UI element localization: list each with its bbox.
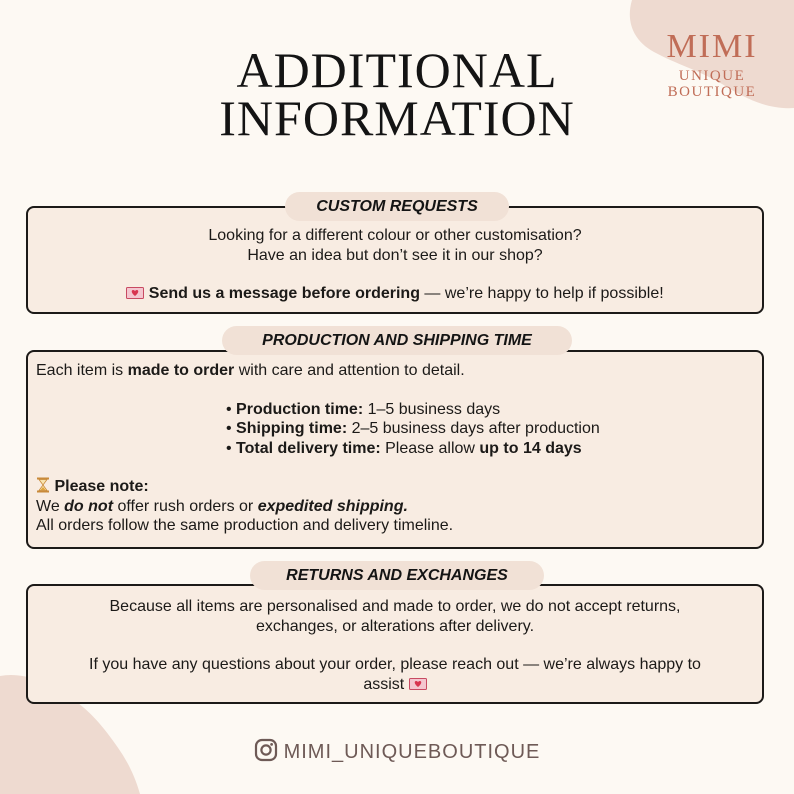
returns-line1: Because all items are personalised and made to order, we do not accept returns, bbox=[109, 598, 681, 615]
production-bullet-list bbox=[36, 400, 762, 459]
page-title-line1: ADDITIONAL bbox=[236, 42, 558, 98]
returns-exchanges-heading: RETURNS AND EXCHANGES bbox=[250, 561, 544, 590]
love-letter-icon bbox=[409, 678, 427, 690]
please-note-heading bbox=[36, 477, 762, 497]
please-note-label: Please note: bbox=[54, 478, 149, 495]
hourglass-icon bbox=[36, 477, 50, 493]
production-intro-pre: Each item is bbox=[36, 362, 128, 379]
brand-logo-line2: UNIQUE bbox=[678, 68, 746, 84]
production-shipping-card bbox=[26, 350, 764, 549]
brand-logo-line3: BOUTIQUE bbox=[667, 84, 757, 100]
brand-logo-line1: MIMI bbox=[666, 28, 758, 65]
custom-requests-cta-rest: — we’re happy to help if possible! bbox=[419, 285, 664, 302]
production-intro-bold: made to order bbox=[127, 362, 235, 379]
note-mid: offer rush orders or bbox=[113, 497, 258, 515]
custom-requests-heading: CUSTOM REQUESTS bbox=[285, 192, 509, 221]
page-title bbox=[0, 42, 794, 146]
custom-requests-card bbox=[26, 206, 764, 314]
bullet-shipping-time-label: Shipping time: bbox=[236, 420, 348, 437]
bullet-total-delivery-bold: up to 14 days bbox=[479, 439, 582, 457]
returns-exchanges-card bbox=[26, 584, 764, 704]
note-line1 bbox=[36, 497, 762, 517]
custom-requests-cta bbox=[28, 284, 762, 304]
bullet-total-delivery: • Total delivery time: Please allow up to 14 days bbox=[226, 439, 582, 457]
instagram-icon bbox=[254, 738, 278, 762]
bullet-total-delivery-text: Please allow bbox=[380, 439, 480, 457]
production-intro bbox=[36, 361, 762, 381]
custom-requests-line2: Have an idea but don’t see it in our shop? bbox=[247, 246, 543, 264]
custom-requests-line1: Looking for a different colour or other customisation? bbox=[208, 227, 582, 244]
bullet-production-time: • Production time: 1–5 business days bbox=[226, 400, 501, 418]
returns-line3: If you have any questions about your order, please reach out — we’re always happy to bbox=[89, 656, 701, 673]
note-line2: All orders follow the same production and delivery timeline. bbox=[36, 517, 454, 534]
instagram-footer[interactable] bbox=[0, 738, 794, 766]
returns-line2: exchanges, or alterations after delivery. bbox=[255, 617, 535, 635]
bullet-production-time-text: 1–5 business days bbox=[363, 400, 501, 418]
instagram-handle[interactable]: MIMI_UNIQUEBOUTIQUE bbox=[283, 741, 541, 763]
note-expedited: expedited shipping. bbox=[257, 497, 408, 515]
production-intro-post: with care and attention to detail. bbox=[234, 362, 465, 379]
note-do-not: do not bbox=[64, 497, 114, 515]
love-letter-icon bbox=[126, 287, 144, 299]
production-shipping-heading: PRODUCTION AND SHIPPING TIME bbox=[222, 326, 572, 355]
bullet-shipping-time-text: 2–5 business days after production bbox=[347, 420, 600, 437]
returns-line4-wrap bbox=[28, 675, 762, 695]
note-pre: We bbox=[36, 497, 65, 515]
bullet-total-delivery-label: Total delivery time: bbox=[236, 439, 381, 457]
bullet-production-time-label: Production time: bbox=[236, 400, 364, 418]
page-title-line2: INFORMATION bbox=[219, 90, 575, 146]
returns-line4: assist bbox=[363, 675, 405, 693]
custom-requests-cta-bold: Send us a message before ordering bbox=[148, 285, 420, 302]
bullet-shipping-time: • Shipping time: 2–5 business days after production bbox=[226, 420, 600, 437]
